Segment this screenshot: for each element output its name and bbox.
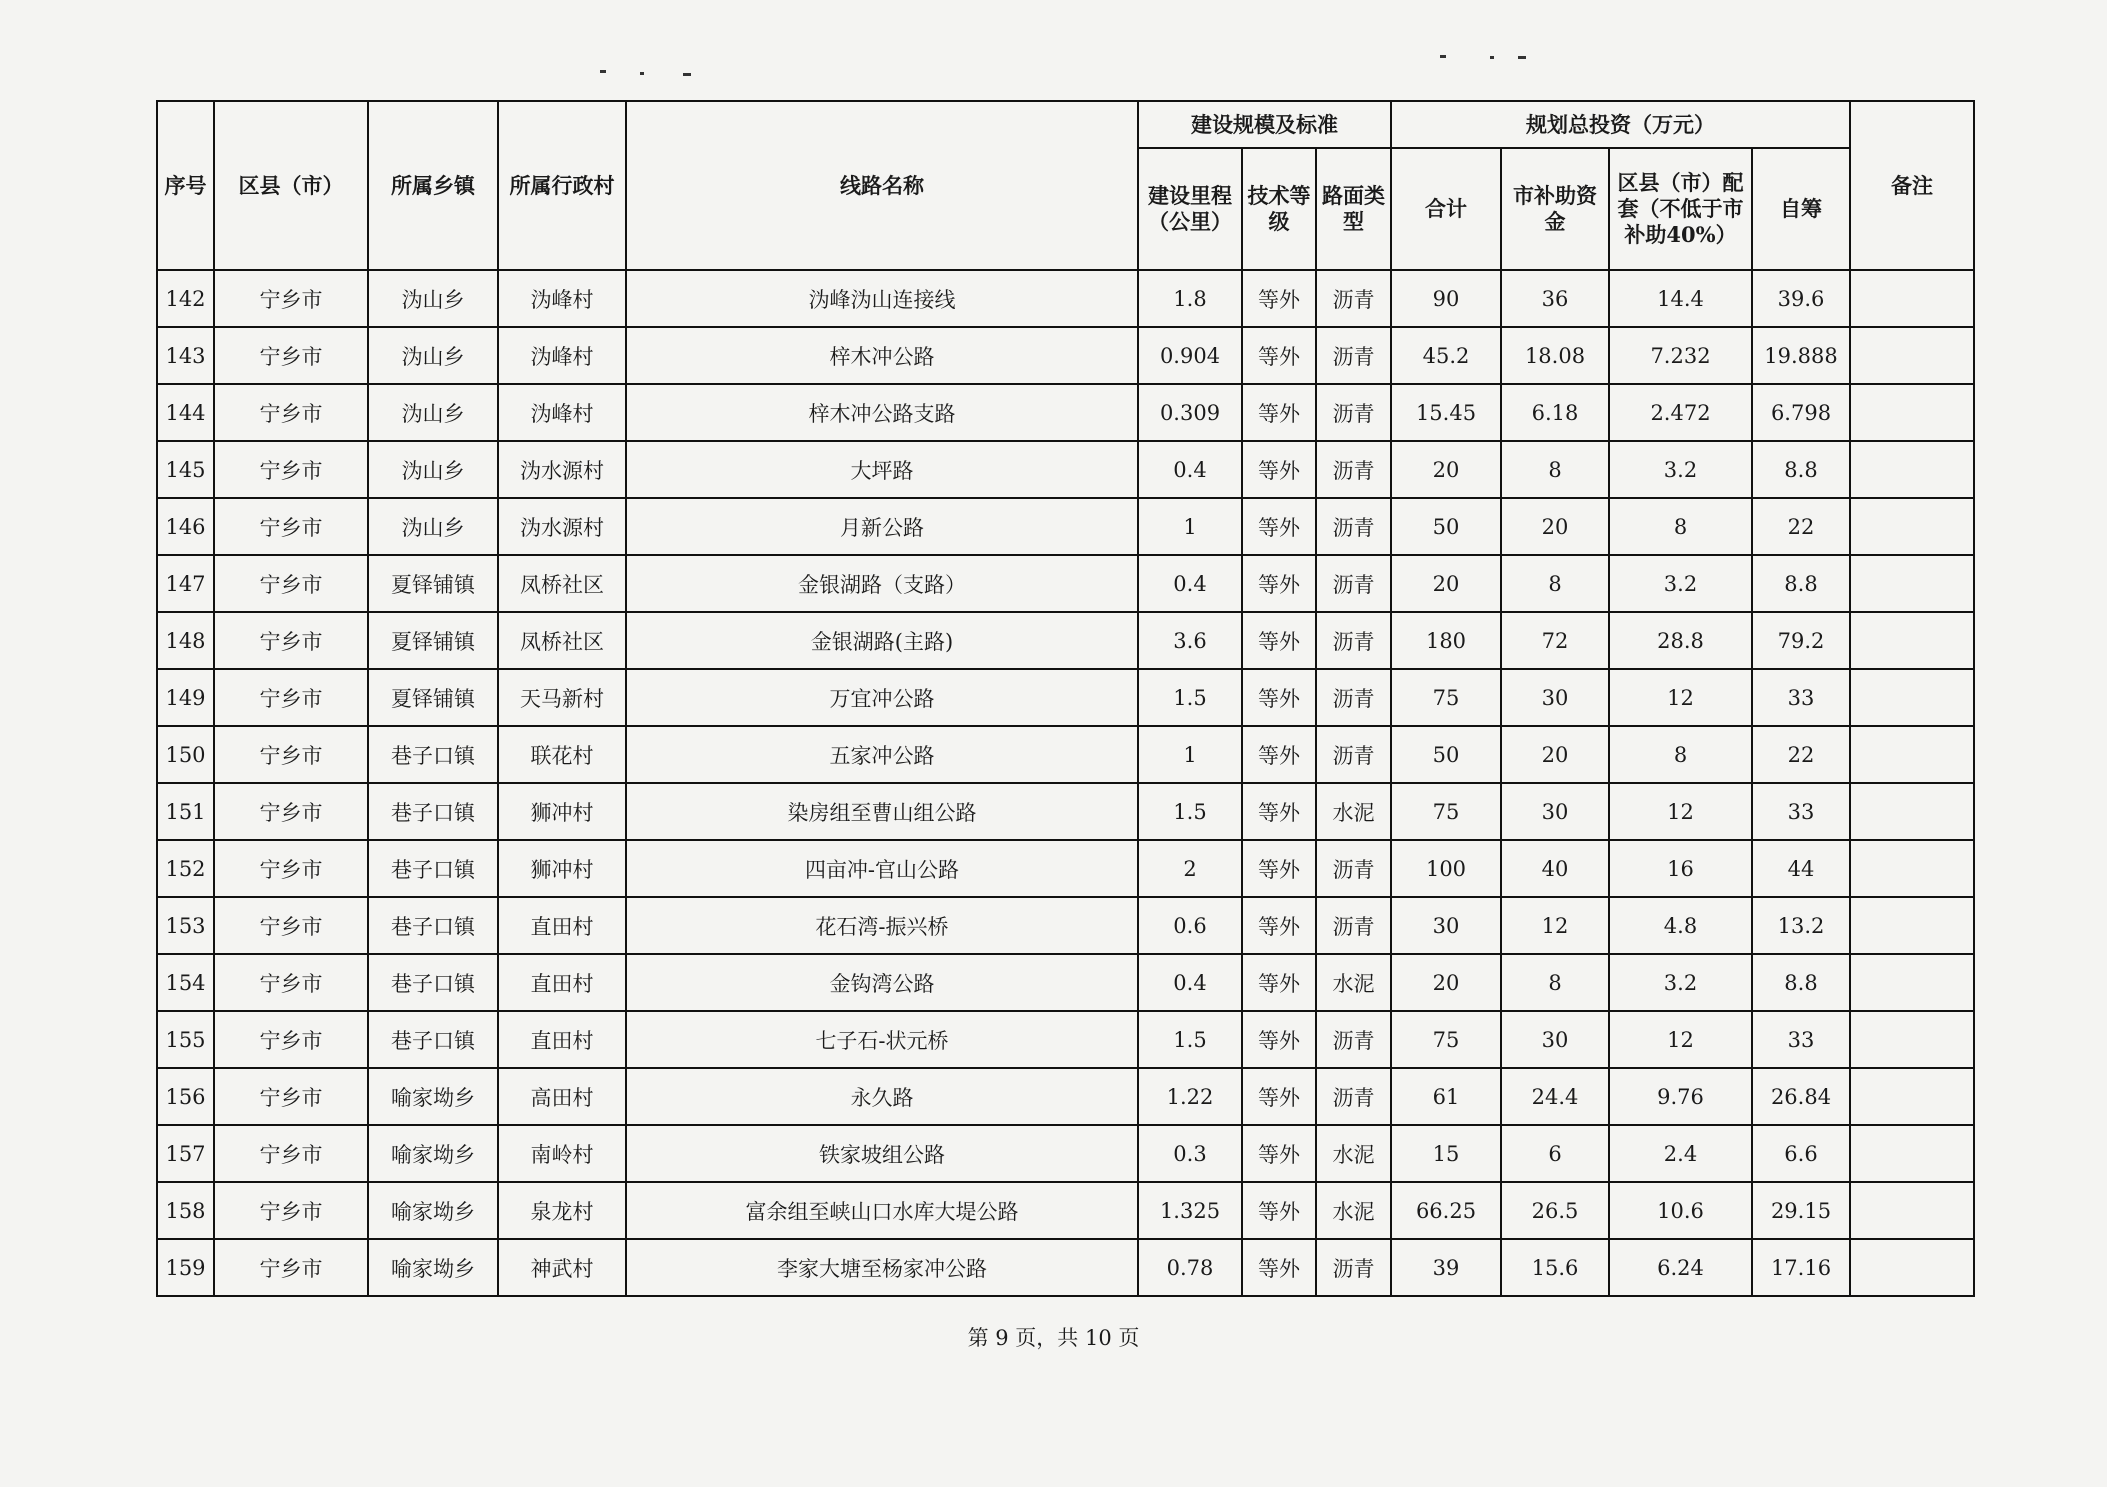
cell-county: 宁乡市 (214, 1068, 368, 1125)
cell-county: 宁乡市 (214, 1182, 368, 1239)
cell-county: 宁乡市 (214, 1125, 368, 1182)
cell-route: 金银湖路（支路） (626, 555, 1138, 612)
cell-total: 20 (1391, 441, 1501, 498)
cell-village: 直田村 (498, 1011, 626, 1068)
cell-village: 狮冲村 (498, 840, 626, 897)
cell-county-match: 28.8 (1609, 612, 1752, 669)
cell-county: 宁乡市 (214, 897, 368, 954)
cell-self-raised: 44 (1752, 840, 1850, 897)
cell-total: 45.2 (1391, 327, 1501, 384)
cell-village: 沩水源村 (498, 441, 626, 498)
cell-grade: 等外 (1242, 612, 1316, 669)
cell-surface: 沥青 (1316, 1011, 1391, 1068)
cell-route: 梓木冲公路支路 (626, 384, 1138, 441)
cell-grade: 等外 (1242, 384, 1316, 441)
cell-village: 凤桥社区 (498, 555, 626, 612)
table-row (157, 1068, 1974, 1125)
cell-village: 南岭村 (498, 1125, 626, 1182)
cell-village: 神武村 (498, 1239, 626, 1296)
header-city-subsidy: 市补助资金 (1501, 148, 1609, 270)
cell-remarks (1850, 270, 1974, 327)
cell-total: 66.25 (1391, 1182, 1501, 1239)
cell-grade: 等外 (1242, 498, 1316, 555)
cell-town: 夏铎铺镇 (368, 555, 498, 612)
cell-route: 梓木冲公路 (626, 327, 1138, 384)
cell-surface: 沥青 (1316, 327, 1391, 384)
cell-town: 巷子口镇 (368, 1011, 498, 1068)
cell-self-raised: 33 (1752, 1011, 1850, 1068)
header-surface: 路面类型 (1316, 148, 1391, 270)
page-number: 第 9 页，共 10 页 (967, 1326, 1140, 1350)
cell-town: 巷子口镇 (368, 726, 498, 783)
cell-self-raised: 6.6 (1752, 1125, 1850, 1182)
cell-county: 宁乡市 (214, 498, 368, 555)
cell-mileage: 1.325 (1138, 1182, 1242, 1239)
cell-grade: 等外 (1242, 1182, 1316, 1239)
scan-speck (1490, 56, 1494, 59)
cell-village: 直田村 (498, 897, 626, 954)
cell-seq: 158 (157, 1182, 214, 1239)
cell-surface: 水泥 (1316, 783, 1391, 840)
header-scale-group: 建设规模及标准 (1138, 101, 1391, 148)
cell-county: 宁乡市 (214, 270, 368, 327)
cell-route: 花石湾-振兴桥 (626, 897, 1138, 954)
cell-town: 喻家坳乡 (368, 1068, 498, 1125)
cell-mileage: 3.6 (1138, 612, 1242, 669)
cell-city-subsidy: 36 (1501, 270, 1609, 327)
cell-village: 天马新村 (498, 669, 626, 726)
cell-seq: 143 (157, 327, 214, 384)
cell-city-subsidy: 18.08 (1501, 327, 1609, 384)
cell-grade: 等外 (1242, 840, 1316, 897)
cell-total: 15 (1391, 1125, 1501, 1182)
cell-county: 宁乡市 (214, 555, 368, 612)
cell-total: 30 (1391, 897, 1501, 954)
table-row (157, 384, 1974, 441)
cell-total: 20 (1391, 954, 1501, 1011)
cell-surface: 沥青 (1316, 270, 1391, 327)
table-header (157, 101, 1974, 270)
cell-town: 沩山乡 (368, 384, 498, 441)
table-row (157, 1011, 1974, 1068)
header-remarks: 备注 (1850, 101, 1974, 270)
cell-grade: 等外 (1242, 726, 1316, 783)
cell-surface: 沥青 (1316, 897, 1391, 954)
cell-seq: 150 (157, 726, 214, 783)
cell-remarks (1850, 954, 1974, 1011)
cell-mileage: 1.8 (1138, 270, 1242, 327)
header-route: 线路名称 (626, 101, 1138, 270)
cell-surface: 沥青 (1316, 498, 1391, 555)
cell-route: 金钩湾公路 (626, 954, 1138, 1011)
cell-total: 75 (1391, 1011, 1501, 1068)
cell-seq: 154 (157, 954, 214, 1011)
scan-speck (1518, 56, 1526, 59)
cell-total: 50 (1391, 498, 1501, 555)
table-row (157, 555, 1974, 612)
table-row (157, 1239, 1974, 1296)
header-county-match: 区县（市）配套（不低于市补助40%） (1609, 148, 1752, 270)
cell-seq: 156 (157, 1068, 214, 1125)
cell-self-raised: 19.888 (1752, 327, 1850, 384)
cell-route: 万宜冲公路 (626, 669, 1138, 726)
cell-city-subsidy: 12 (1501, 897, 1609, 954)
cell-remarks (1850, 441, 1974, 498)
header-invest-group: 规划总投资（万元） (1391, 101, 1850, 148)
cell-county-match: 14.4 (1609, 270, 1752, 327)
cell-village: 直田村 (498, 954, 626, 1011)
cell-town: 沩山乡 (368, 498, 498, 555)
header-village: 所属行政村 (498, 101, 626, 270)
cell-remarks (1850, 1239, 1974, 1296)
cell-mileage: 0.6 (1138, 897, 1242, 954)
cell-self-raised: 17.16 (1752, 1239, 1850, 1296)
cell-county: 宁乡市 (214, 384, 368, 441)
cell-self-raised: 8.8 (1752, 441, 1850, 498)
cell-seq: 159 (157, 1239, 214, 1296)
cell-route: 月新公路 (626, 498, 1138, 555)
cell-seq: 148 (157, 612, 214, 669)
cell-mileage: 0.4 (1138, 441, 1242, 498)
table-row (157, 783, 1974, 840)
cell-city-subsidy: 30 (1501, 669, 1609, 726)
table-row (157, 1125, 1974, 1182)
cell-grade: 等外 (1242, 954, 1316, 1011)
cell-town: 巷子口镇 (368, 783, 498, 840)
cell-village: 泉龙村 (498, 1182, 626, 1239)
cell-county-match: 12 (1609, 783, 1752, 840)
cell-city-subsidy: 6 (1501, 1125, 1609, 1182)
cell-self-raised: 22 (1752, 726, 1850, 783)
cell-county: 宁乡市 (214, 1011, 368, 1068)
cell-county-match: 16 (1609, 840, 1752, 897)
scan-speck (600, 70, 606, 73)
cell-city-subsidy: 20 (1501, 726, 1609, 783)
cell-city-subsidy: 8 (1501, 954, 1609, 1011)
header-grade: 技术等级 (1242, 148, 1316, 270)
cell-remarks (1850, 1182, 1974, 1239)
cell-mileage: 0.3 (1138, 1125, 1242, 1182)
cell-mileage: 1.22 (1138, 1068, 1242, 1125)
cell-mileage: 1.5 (1138, 1011, 1242, 1068)
table-row (157, 612, 1974, 669)
cell-seq: 157 (157, 1125, 214, 1182)
cell-grade: 等外 (1242, 783, 1316, 840)
cell-self-raised: 33 (1752, 783, 1850, 840)
cell-grade: 等外 (1242, 555, 1316, 612)
header-self-raised: 自筹 (1752, 148, 1850, 270)
cell-city-subsidy: 24.4 (1501, 1068, 1609, 1125)
cell-seq: 147 (157, 555, 214, 612)
cell-seq: 155 (157, 1011, 214, 1068)
table-row (157, 669, 1974, 726)
cell-remarks (1850, 612, 1974, 669)
cell-county: 宁乡市 (214, 726, 368, 783)
cell-grade: 等外 (1242, 327, 1316, 384)
header-mileage: 建设里程（公里） (1138, 148, 1242, 270)
table-row (157, 327, 1974, 384)
cell-total: 100 (1391, 840, 1501, 897)
cell-city-subsidy: 30 (1501, 783, 1609, 840)
cell-seq: 152 (157, 840, 214, 897)
cell-county-match: 6.24 (1609, 1239, 1752, 1296)
cell-city-subsidy: 40 (1501, 840, 1609, 897)
cell-county: 宁乡市 (214, 1239, 368, 1296)
cell-mileage: 0.78 (1138, 1239, 1242, 1296)
cell-city-subsidy: 30 (1501, 1011, 1609, 1068)
cell-grade: 等外 (1242, 1068, 1316, 1125)
cell-remarks (1850, 555, 1974, 612)
cell-county-match: 3.2 (1609, 441, 1752, 498)
cell-seq: 144 (157, 384, 214, 441)
header-total: 合计 (1391, 148, 1501, 270)
cell-mileage: 2 (1138, 840, 1242, 897)
scan-speck (640, 72, 644, 75)
cell-county-match: 8 (1609, 498, 1752, 555)
cell-mileage: 0.4 (1138, 555, 1242, 612)
cell-seq: 149 (157, 669, 214, 726)
cell-county-match: 12 (1609, 1011, 1752, 1068)
cell-town: 沩山乡 (368, 327, 498, 384)
cell-total: 39 (1391, 1239, 1501, 1296)
cell-village: 沩峰村 (498, 327, 626, 384)
cell-mileage: 0.309 (1138, 384, 1242, 441)
cell-county-match: 4.8 (1609, 897, 1752, 954)
cell-seq: 145 (157, 441, 214, 498)
cell-village: 狮冲村 (498, 783, 626, 840)
cell-county-match: 2.472 (1609, 384, 1752, 441)
cell-town: 喻家坳乡 (368, 1239, 498, 1296)
cell-route: 四亩冲-官山公路 (626, 840, 1138, 897)
cell-county-match: 9.76 (1609, 1068, 1752, 1125)
cell-self-raised: 22 (1752, 498, 1850, 555)
cell-seq: 142 (157, 270, 214, 327)
cell-self-raised: 8.8 (1752, 954, 1850, 1011)
cell-route: 染房组至曹山组公路 (626, 783, 1138, 840)
cell-route: 富余组至峡山口水库大堤公路 (626, 1182, 1138, 1239)
cell-remarks (1850, 1011, 1974, 1068)
cell-village: 沩峰村 (498, 270, 626, 327)
cell-city-subsidy: 72 (1501, 612, 1609, 669)
cell-county-match: 7.232 (1609, 327, 1752, 384)
cell-grade: 等外 (1242, 441, 1316, 498)
cell-remarks (1850, 726, 1974, 783)
cell-route: 铁家坡组公路 (626, 1125, 1138, 1182)
cell-county: 宁乡市 (214, 669, 368, 726)
cell-surface: 水泥 (1316, 954, 1391, 1011)
cell-remarks (1850, 327, 1974, 384)
scan-speck (683, 73, 691, 76)
cell-surface: 沥青 (1316, 384, 1391, 441)
table-row (157, 270, 1974, 327)
cell-city-subsidy: 8 (1501, 555, 1609, 612)
cell-surface: 沥青 (1316, 612, 1391, 669)
cell-village: 沩水源村 (498, 498, 626, 555)
cell-town: 夏铎铺镇 (368, 612, 498, 669)
cell-town: 夏铎铺镇 (368, 669, 498, 726)
cell-town: 喻家坳乡 (368, 1125, 498, 1182)
cell-grade: 等外 (1242, 270, 1316, 327)
cell-county-match: 2.4 (1609, 1125, 1752, 1182)
cell-total: 180 (1391, 612, 1501, 669)
cell-surface: 沥青 (1316, 555, 1391, 612)
cell-mileage: 1.5 (1138, 669, 1242, 726)
cell-seq: 151 (157, 783, 214, 840)
cell-grade: 等外 (1242, 669, 1316, 726)
cell-city-subsidy: 26.5 (1501, 1182, 1609, 1239)
cell-route: 李家大塘至杨家冲公路 (626, 1239, 1138, 1296)
cell-grade: 等外 (1242, 1125, 1316, 1182)
cell-surface: 水泥 (1316, 1125, 1391, 1182)
cell-county: 宁乡市 (214, 783, 368, 840)
cell-city-subsidy: 8 (1501, 441, 1609, 498)
cell-mileage: 1 (1138, 498, 1242, 555)
cell-county: 宁乡市 (214, 441, 368, 498)
cell-town: 巷子口镇 (368, 840, 498, 897)
cell-county: 宁乡市 (214, 612, 368, 669)
cell-city-subsidy: 6.18 (1501, 384, 1609, 441)
cell-county-match: 12 (1609, 669, 1752, 726)
table-body (157, 270, 1974, 1296)
cell-remarks (1850, 498, 1974, 555)
cell-town: 巷子口镇 (368, 954, 498, 1011)
cell-village: 联花村 (498, 726, 626, 783)
cell-route: 沩峰沩山连接线 (626, 270, 1138, 327)
table-row (157, 498, 1974, 555)
cell-route: 五家冲公路 (626, 726, 1138, 783)
cell-city-subsidy: 15.6 (1501, 1239, 1609, 1296)
header-town: 所属乡镇 (368, 101, 498, 270)
cell-mileage: 0.904 (1138, 327, 1242, 384)
cell-city-subsidy: 20 (1501, 498, 1609, 555)
cell-total: 75 (1391, 783, 1501, 840)
cell-route: 大坪路 (626, 441, 1138, 498)
header-seq: 序号 (157, 101, 214, 270)
cell-self-raised: 26.84 (1752, 1068, 1850, 1125)
cell-remarks (1850, 669, 1974, 726)
cell-surface: 沥青 (1316, 1239, 1391, 1296)
cell-self-raised: 6.798 (1752, 384, 1850, 441)
cell-self-raised: 39.6 (1752, 270, 1850, 327)
cell-grade: 等外 (1242, 1239, 1316, 1296)
table-row (157, 897, 1974, 954)
cell-remarks (1850, 783, 1974, 840)
cell-county: 宁乡市 (214, 840, 368, 897)
cell-seq: 153 (157, 897, 214, 954)
cell-village: 沩峰村 (498, 384, 626, 441)
cell-surface: 沥青 (1316, 840, 1391, 897)
cell-total: 90 (1391, 270, 1501, 327)
cell-county-match: 3.2 (1609, 555, 1752, 612)
cell-remarks (1850, 1068, 1974, 1125)
cell-remarks (1850, 840, 1974, 897)
cell-self-raised: 33 (1752, 669, 1850, 726)
cell-mileage: 0.4 (1138, 954, 1242, 1011)
scan-speck (1440, 55, 1446, 58)
cell-self-raised: 29.15 (1752, 1182, 1850, 1239)
header-county: 区县（市） (214, 101, 368, 270)
cell-route: 七子石-状元桥 (626, 1011, 1138, 1068)
cell-mileage: 1 (1138, 726, 1242, 783)
cell-surface: 沥青 (1316, 1068, 1391, 1125)
cell-town: 沩山乡 (368, 441, 498, 498)
cell-total: 50 (1391, 726, 1501, 783)
cell-total: 20 (1391, 555, 1501, 612)
cell-total: 61 (1391, 1068, 1501, 1125)
table-row (157, 954, 1974, 1011)
cell-town: 巷子口镇 (368, 897, 498, 954)
road-plan-table (156, 100, 1975, 1297)
cell-county-match: 10.6 (1609, 1182, 1752, 1239)
cell-county: 宁乡市 (214, 954, 368, 1011)
cell-self-raised: 79.2 (1752, 612, 1850, 669)
table-row (157, 726, 1974, 783)
cell-county-match: 8 (1609, 726, 1752, 783)
cell-remarks (1850, 897, 1974, 954)
cell-surface: 水泥 (1316, 1182, 1391, 1239)
cell-route: 永久路 (626, 1068, 1138, 1125)
cell-seq: 146 (157, 498, 214, 555)
cell-mileage: 1.5 (1138, 783, 1242, 840)
cell-grade: 等外 (1242, 1011, 1316, 1068)
cell-town: 沩山乡 (368, 270, 498, 327)
cell-surface: 沥青 (1316, 669, 1391, 726)
cell-self-raised: 8.8 (1752, 555, 1850, 612)
cell-village: 凤桥社区 (498, 612, 626, 669)
cell-surface: 沥青 (1316, 441, 1391, 498)
cell-remarks (1850, 1125, 1974, 1182)
cell-county-match: 3.2 (1609, 954, 1752, 1011)
cell-county: 宁乡市 (214, 327, 368, 384)
cell-total: 75 (1391, 669, 1501, 726)
cell-remarks (1850, 384, 1974, 441)
table-row (157, 441, 1974, 498)
cell-town: 喻家坳乡 (368, 1182, 498, 1239)
cell-route: 金银湖路(主路) (626, 612, 1138, 669)
cell-total: 15.45 (1391, 384, 1501, 441)
cell-self-raised: 13.2 (1752, 897, 1850, 954)
cell-village: 高田村 (498, 1068, 626, 1125)
cell-grade: 等外 (1242, 897, 1316, 954)
table-row (157, 1182, 1974, 1239)
cell-surface: 沥青 (1316, 726, 1391, 783)
table-row (157, 840, 1974, 897)
